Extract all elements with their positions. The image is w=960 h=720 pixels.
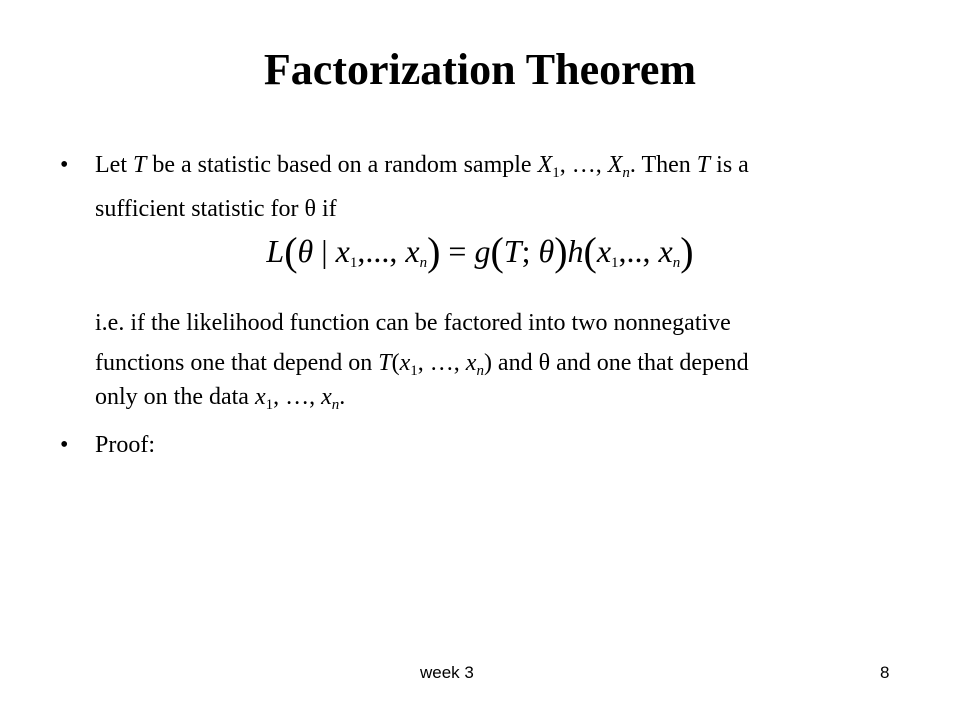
bullet-marker: •	[60, 152, 69, 178]
slide-title: Factorization Theorem	[263, 45, 697, 94]
bullet-1-line-5: only on the data $x_1$, …, $x_n$.	[95, 384, 346, 413]
bullet-marker: •	[60, 432, 69, 458]
bullet-1-line-3: i.e. if the likelihood function can be factored into two nonnegative	[95, 310, 731, 336]
bullet-2-text: Proof:	[95, 432, 155, 458]
bullet-1-line-1: Let T be a statistic based on a random sample $X_1$, …, $X_n$. Then T is a	[95, 152, 749, 181]
slide-number: 8	[880, 663, 890, 682]
factorization-equation: L(θ | $x_1$,..., $x_n) = g(T$; $\theta)h(x_1$,.., $x_n$)	[266, 229, 694, 274]
footer-week: week 3	[420, 663, 474, 682]
bullet-1-line-4: functions one that depend on $T(x_1$, …, $x_n$) and θ and one that depend	[95, 350, 749, 379]
bullet-1-line-2: sufficient statistic for θ if	[95, 196, 337, 222]
